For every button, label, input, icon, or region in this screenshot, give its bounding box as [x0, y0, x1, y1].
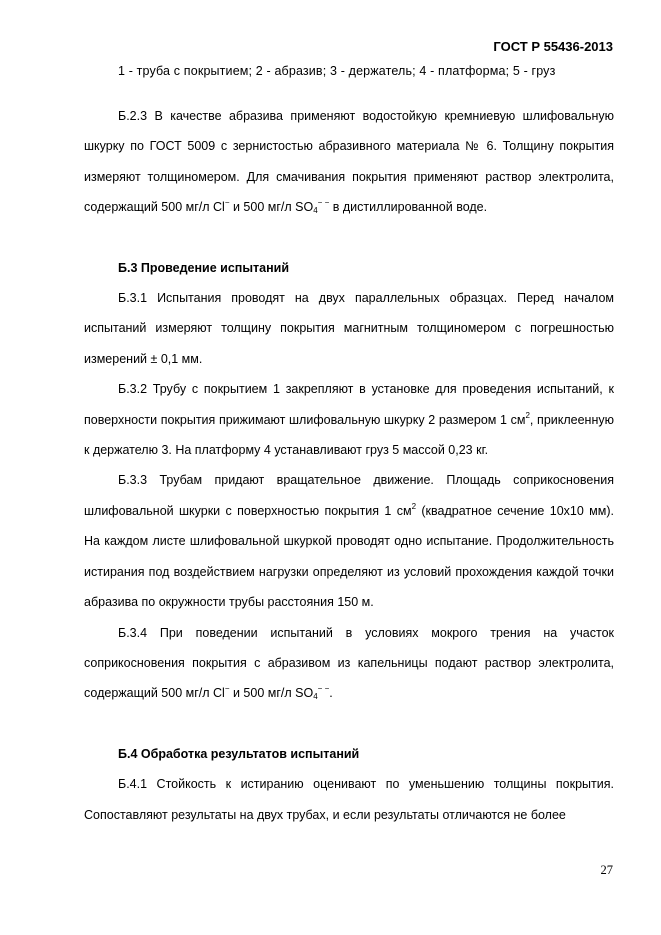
b34-chloride-charge: − [224, 684, 230, 694]
document-header: ГОСТ Р 55436-2013 [493, 39, 613, 54]
paragraph-b34 [84, 618, 614, 709]
b32-superscript: 2 [525, 410, 530, 420]
b34-sulfate-subscript: 4 [313, 692, 318, 702]
paragraph-b32 [84, 374, 614, 465]
sulfate-subscript: 4 [313, 206, 318, 216]
paragraph-b31: Б.3.1 Испытания проводят на двух параллельных образцах. Перед началом испытаний измеряют толщину покрытия магнитным толщиномером с погрешностью измерений ± 0,1 мм. [84, 291, 614, 366]
b23-text-2: и 500 мг/л SO [229, 200, 314, 215]
b34-sulfate-charge: − − [317, 684, 330, 694]
b33-superscript: 2 [411, 501, 417, 511]
b34-text-1: Б.3.4 При поведении испытаний в условиях мокрого трения на участок соприкосновения покрытия с абразивом из капельницы подают раствор электролита, содержащий 500 мг/л Cl [84, 625, 614, 701]
document-body [84, 101, 614, 830]
b32-text-1: Б.3.2 Трубу с покрытием 1 закрепляют в установке для проведения испытаний, к поверхности покрытия прижимают шлифовальную шкурку 2 размером 1 см [84, 382, 614, 427]
sulfate-charge: − − [317, 198, 330, 208]
section-heading-b4: Б.4 Обработка результатов испытаний [118, 746, 360, 761]
b33-text-1: Б.3.3 Трубам придают вращательное движение. Площадь соприкосновения шлифовальной шкурки с поверхностью покрытия 1 см [84, 473, 614, 518]
b33-text-2: (квадратное сечение 10х10 мм). На каждом листе шлифовальной шкуркой проводят одно испытание. Продолжительность истирания под воздействием нагрузки определяют из условий прохождения каждой точки абразива по окружности трубы расстояния 150 м. [84, 503, 614, 610]
b32-text-2: , приклеенную к держателю 3. На платформу 4 устанавливают груз 5 массой 0,23 кг. [84, 412, 614, 458]
b34-text-2: и 500 мг/л SO [229, 686, 314, 701]
paragraph-b23 [84, 101, 614, 223]
section-heading-b3: Б.3 Проведение испытаний [118, 260, 290, 275]
paragraph-b41: Б.4.1 Стойкость к истиранию оценивают по уменьшению толщины покрытия. Сопоставляют результаты на двух трубах, и если результаты отличаются не более [84, 777, 614, 822]
figure-caption: 1 - труба с покрытием; 2 - абразив; 3 - держатель; 4 - платформа; 5 - груз [118, 64, 556, 78]
b23-text-3: в дистиллированной воде. [329, 200, 488, 215]
paragraph-b33 [84, 465, 614, 617]
page-number: 27 [600, 863, 613, 877]
b34-text-3: . [329, 686, 333, 701]
chloride-charge: − [224, 198, 230, 208]
b23-text-1: Б.2.3 В качестве абразива применяют водостойкую кремниевую шлифовальную шкурку по ГОСТ 5009 с зернистостью абразивного материала № 6. Толщину покрытия измеряют толщиномером. Для смачивания покрытия применяют раствор электролита, содержащий 500 мг/л Cl [84, 109, 614, 215]
